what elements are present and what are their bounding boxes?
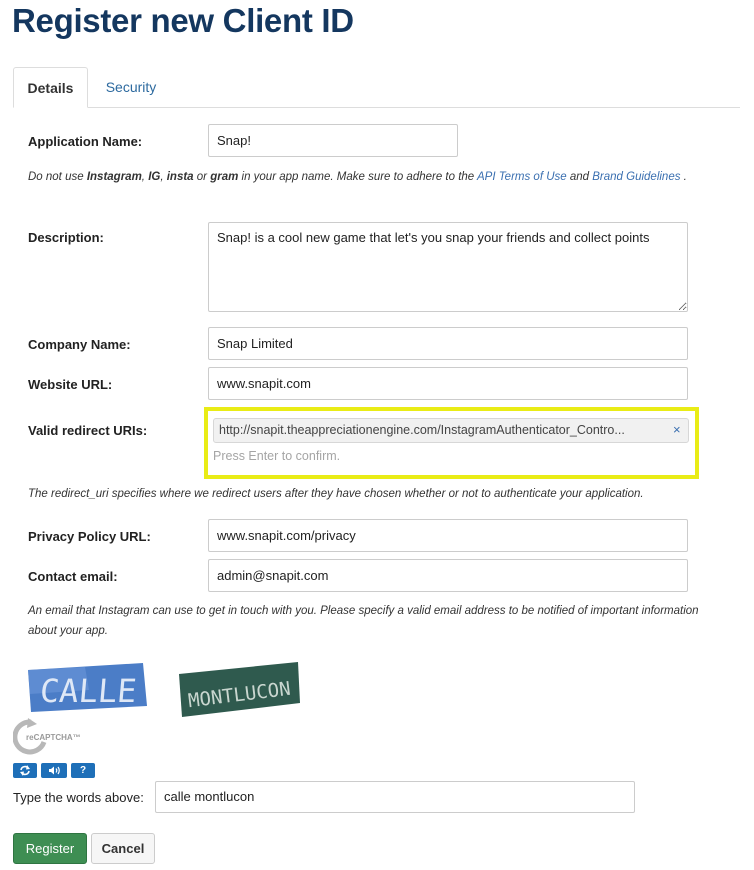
contact-email-label: Contact email:	[28, 569, 118, 584]
captcha-help-button[interactable]	[71, 763, 95, 778]
app-name-label: Application Name:	[28, 134, 143, 149]
tab-security[interactable]: Security	[105, 79, 157, 95]
audio-icon	[41, 763, 67, 778]
privacy-url-label: Privacy Policy URL:	[28, 529, 151, 544]
api-terms-link[interactable]: API Terms of Use	[476, 171, 567, 183]
tabs-divider	[13, 107, 740, 108]
captcha-response-input[interactable]: calle montlucon	[155, 781, 635, 813]
redirect-uri-help: The redirect_uri specifies where we redirect users after they have chosen whether or not to authenticate your application.	[28, 488, 644, 500]
description-label: Description:	[28, 230, 104, 245]
website-url-input[interactable]: www.snapit.com	[208, 367, 688, 400]
app-name-input[interactable]: Snap!	[208, 124, 458, 157]
website-url-label: Website URL:	[28, 377, 113, 392]
company-name-label: Company Name:	[28, 337, 131, 352]
remove-tag-icon[interactable]: ×	[673, 422, 681, 437]
contact-email-help: An email that Instagram can use to get in touch with you. Please specify a valid email address to be notified of important information about your app.	[28, 605, 699, 637]
company-name-input[interactable]: Snap Limited	[208, 327, 688, 360]
redirect-uris-label: Valid redirect URIs:	[28, 423, 148, 438]
tab-details[interactable]: Details	[13, 67, 88, 108]
redirect-uri-input[interactable]: Press Enter to confirm.	[213, 449, 341, 463]
captcha-word-image-1	[25, 660, 150, 718]
brand-guidelines-link[interactable]: Brand Guidelines	[592, 171, 681, 183]
app-name-help: Do not use Instagram, IG, insta or gram in your app name. Make sure to adhere to the API Terms of Use and Brand Guidelines .	[28, 171, 687, 183]
captcha-prompt-label: Type the words above:	[13, 790, 144, 805]
captcha-word-1: CALLE	[38, 672, 139, 710]
page-title: Register new Client ID	[12, 2, 354, 39]
contact-email-input[interactable]: admin@snapit.com	[208, 559, 688, 592]
help-icon: ?	[79, 765, 87, 776]
privacy-url-input[interactable]: www.snapit.com/privacy	[208, 519, 688, 552]
description-textarea[interactable]	[208, 222, 688, 312]
captcha-audio-button[interactable]	[41, 763, 67, 778]
cancel-button[interactable]: Cancel	[91, 833, 155, 864]
register-button[interactable]: Register	[13, 833, 87, 864]
recaptcha-logo-text: reCAPTCHA™	[26, 733, 81, 742]
captcha-word-image-2	[175, 660, 305, 718]
refresh-icon	[13, 763, 37, 778]
recaptcha-logo	[13, 718, 93, 756]
captcha-refresh-button[interactable]	[13, 763, 37, 778]
captcha-word-2: MONTLUCON	[186, 677, 292, 713]
redirect-uri-tag: http://snapit.theappreciationengine.com/InstagramAuthenticator_Contro...	[213, 418, 689, 443]
